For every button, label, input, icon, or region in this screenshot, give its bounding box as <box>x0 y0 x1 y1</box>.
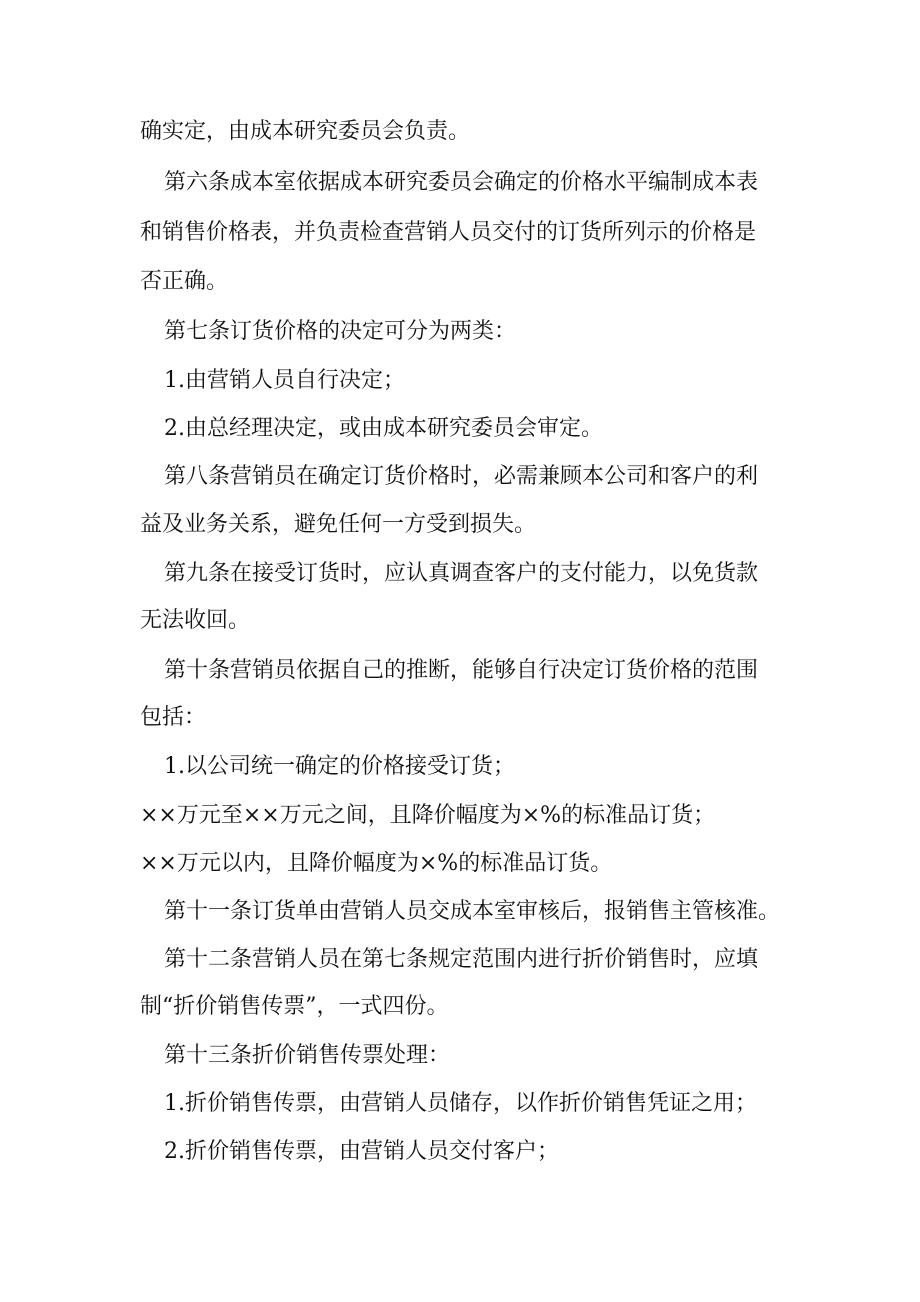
text-line: 第十一条订货单由营销人员交成本室审核后，报销售主管核准。 <box>164 899 781 924</box>
text-line: ××万元至××万元之间，且降价幅度为×%的标准品订货； <box>140 803 716 828</box>
text-line: 第七条订货价格的决定可分为两类： <box>164 319 517 344</box>
text-line: 否正确。 <box>140 269 229 294</box>
text-line: 1.以公司统一确定的价格接受订货； <box>164 754 515 779</box>
text-line: 第十条营销员依据自己的推断，能够自行决定订货价格的范围 <box>164 658 759 683</box>
text-line: 1.折价销售传票，由营销人员储存，以作折价销售凭证之用； <box>164 1091 757 1116</box>
text-line: 第六条成本室依据成本研究委员会确定的价格水平编制成本表 <box>164 170 759 195</box>
text-line: 和销售价格表，并负责检查营销人员交付的订货所列示的价格是 <box>140 220 757 245</box>
text-line: 确实定，由成本研究委员会负责。 <box>140 119 471 144</box>
text-line: 益及业务关系，避免任何一方受到损失。 <box>140 512 537 537</box>
text-line: 2.由总经理决定，或由成本研究委员会审定。 <box>164 416 603 441</box>
text-line: 第十二条营销人员在第七条规定范围内进行折价销售时，应填 <box>164 947 759 972</box>
text-line: 无法收回。 <box>140 608 251 633</box>
text-line: 2.折价销售传票，由营销人员交付客户； <box>164 1139 559 1164</box>
text-line: 第八条营销员在确定订货价格时，必需兼顾本公司和客户的利 <box>164 464 759 489</box>
text-line: 第十三条折价销售传票处理： <box>164 1043 451 1068</box>
text-line: ××万元以内，且降价幅度为×%的标准品订货。 <box>140 851 613 876</box>
text-line: 第九条在接受订货时，应认真调查客户的支付能力，以免货款 <box>164 561 759 586</box>
text-line: 1.由营销人员自行决定； <box>164 368 405 393</box>
text-line: 包括： <box>140 705 207 730</box>
text-line: 制“折价销售传票”，一式四份。 <box>140 994 449 1019</box>
